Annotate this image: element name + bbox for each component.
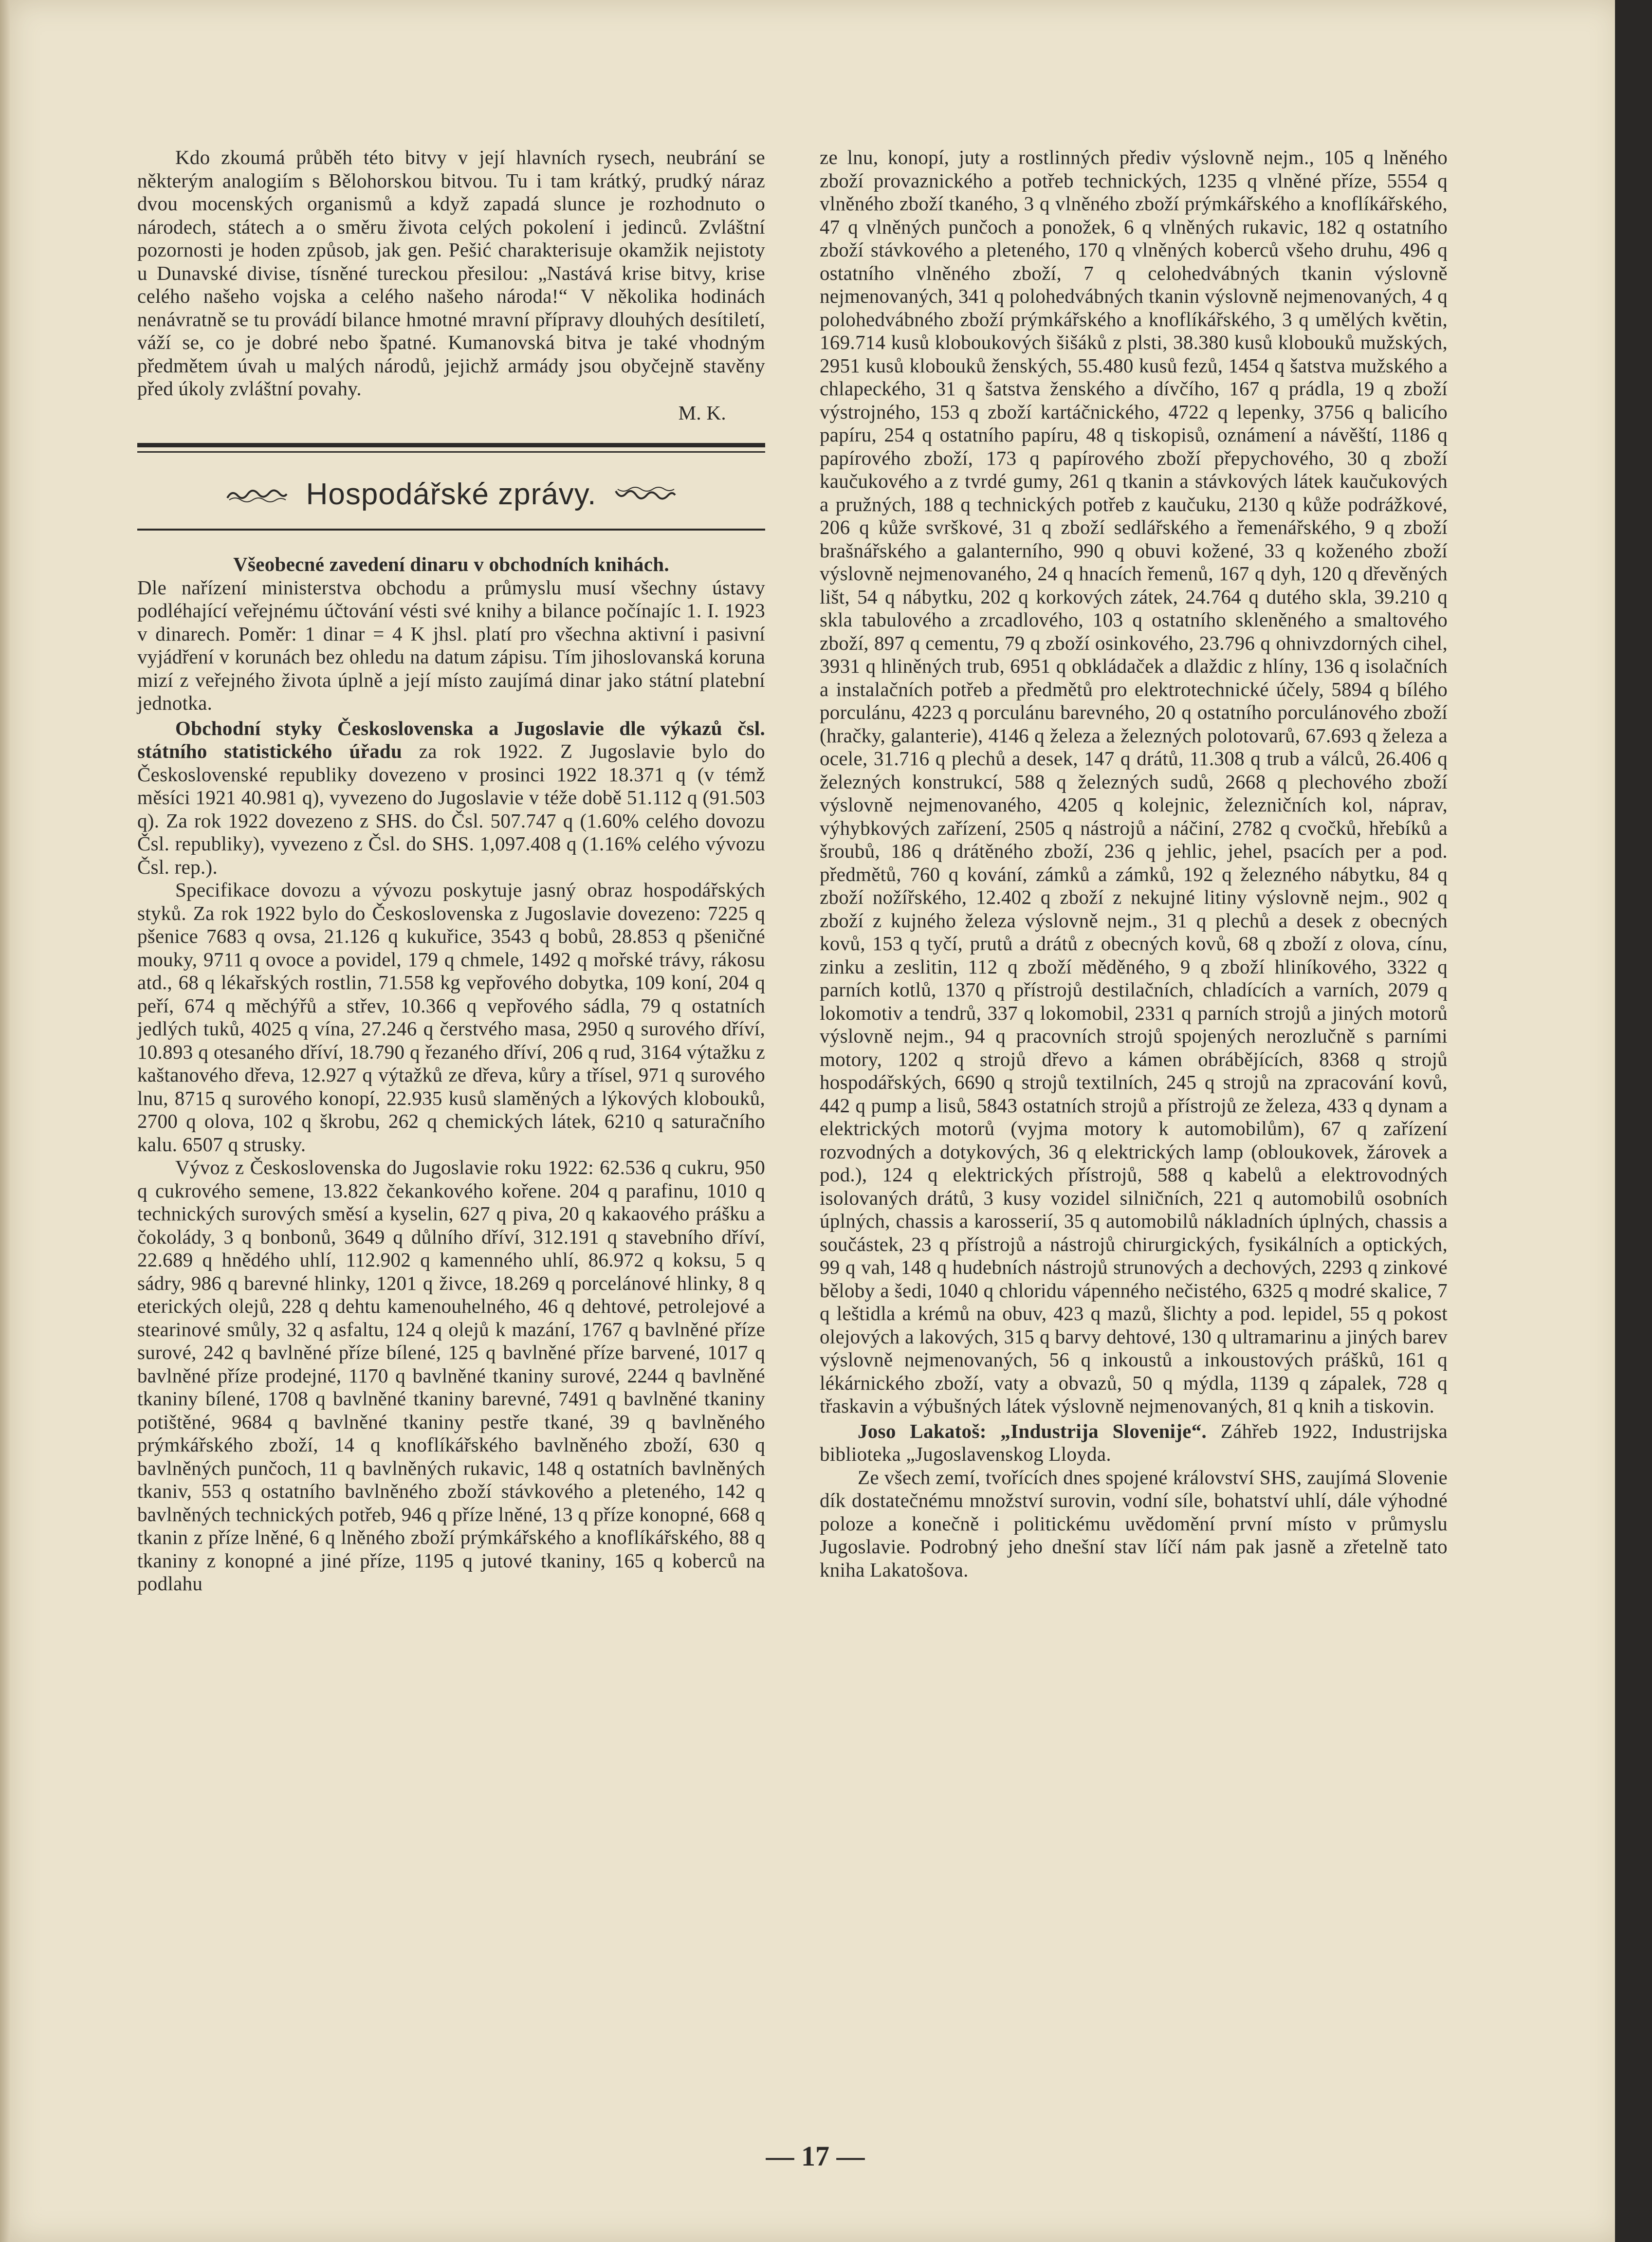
trade-export-list-part2: ze lnu, konopí, juty a rostlinných přediv výslovně nejm., 105 q lněného zboží provaznického a potřeb technických, 1235 q vlněné příze, 5554 q vlněného zboží tkaného, 3 q vlněného zboží prýmkářského a knoflíkářského, 47 q vlněných punčoch a ponožek, 6 q vlněných rukavic, 182 q ostatního zboží stávkového a pleteného, 170 q vlněných koberců všeho druhu, 496 q ostatního vlněného zboží, 7 q celohedvábných tkanin výslovně nejmenovaných, 341 q polohedvábných tkanin výslovně nejmenovaných, 4 q polohedvábného zboží prýmkářského a knoflíkářského, 3 q umělých květin, 169.714 kusů kloboukových šišáků z plsti, 38.380 kusů klobouků mužských, 2951 kusů klobouků ženských, 55.480 kusů fezů, 1454 q šatstva mužského a chlapeckého, 31 q šatstva ženského a dívčího, 167 q prádla, 19 q zboží výstrojného, 153 q zboží kartáčnického, 4722 q lepenky, 3756 q balicího papíru, 254 q ostatního papíru, 48 q tiskopisů, oznámení a návěští, 1186 q papírového zboží, 173 q papírového zboží přepychového, 30 q zboží kaučukového a z tvrdé gumy, 261 q tkanin a stávkových látek kaučukových a pružných, 188 q technických potřeb z kaučuku, 2130 q kůže podrážkové, 206 q kůže svrškové, 31 q zboží sedlářského a řemenářského, 9 q zboží brašnářského a galanterního, 990 q obuvi kožené, 33 q koženého zboží výslovně nejmenovaného, 24 q hnacích řemenů, 167 q dyh, 120 q dřevěných lišt, 54 q nábytku, 202 q korkových zátek, 24.764 q dutého skla, 39.210 q skla tabulového a zrcadlového, 103 q ostatního skleněného a smaltového zboží, 897 q cementu, 79 q zboží osinkového, 23.796 q ohnivzdorných cihel, 3931 q hliněných trub, 6951 q obkládaček a dlaždic z hlíny, 136 q isolačních a instalačních potřeb a předmětů pro elektrotechnické účely, 5894 q bílého porculánu, 4223 q porculánu barevného, 20 q ostatního porculánového zboží (hračky, galanterie), 4146 q železa a železných polotovarů, 67.693 q železa a ocele, 31.716 q plechů a desek, 147 q drátů, 11.308 q trub a válců, 26.406 q železných konstrukcí, 588 q železných sudů, 2668 q plechového zboží výslovně nejmenovaného, 4205 q kolejnic, železničních kol, náprav, výhybkových zařízení, 2505 q nástrojů a náčiní, 2782 q cvočků, hřebíků a šroubů, 186 q drátěného zboží, 236 q jehlic, jehel, psacích per a pod. předmětů, 760 q kování, zámků a zámků, 192 q železného nábytku, 84 q zboží nožířského, 12.402 q zboží z nekujné litiny výslovně nejm., 902 q zboží z kujného železa výslovně nejm., 31 q plechů a desek z obecných kovů, 153 q tyčí, prutů a drátů z obecných kovů, 68 q zboží z olova, cínu, zinku a zeslitin, 112 q zboží měděného, 9 q zboží hliníkového, 3322 q parních kotlů, 1370 q přístrojů destilačních, chladících a varních, 2079 q lokomotiv a tendrů, 337 q lokomobil, 2331 q parních strojů a jiných motorů výslovně nejm., 94 q pracovních strojů spojených nerozlučně s parními motory, 1202 q strojů dřevo a kámen obrábějících, 8368 q strojů hospodářských, 6690 q strojů textilních, 245 q strojů na zpracování kovů, 442 q pump a lisů, 5843 ostatních strojů a přístrojů ze železa, 433 q dynam a elektrických motorů (vyjma motory k automobilům), 67 q zařízení rozvodných a dotykových, 36 q elektrických lamp (obloukovek, žárovek a pod.), 124 q elektrických přístrojů, 588 q kabelů a elektrovodných isolovaných drátů, 3 kusy vozidel silničních, 221 q automobilů osobních úplných, chassis a karosserií, 35 q automobilů nákladních úplných, chassis a součástek, 23 q přístrojů a nástrojů chirurgických, fysikálních a optických, 99 q vah, 148 q hudebních nástrojů strunových a dechových, 2293 q zinkové běloby a šedi, 1040 q chloridu vápenného nečistého, 6325 q modré skalice, 7 q leštidla a krémů na obuv, 423 q mazů, šlichty a pod. lepidel, 55 q pokost olejových a lakových, 315 q barvy dehtové, 130 q ultramarinu a jiných barev výslovně nejmenovaných, 56 q inkoustů a inkoustových prášků, 161 q lékárnického zboží, vaty a obvazů, 50 q mýdla, 1139 q zápalek, 728 q třaskavin a výbušných látek výslovně nejmenovaných, 81 q knih a tiskovin. xyxy=(820,146,1448,1417)
trade-export-list-part1: Vývoz z Československa do Jugoslavie roku 1922: 62.536 q cukru, 950 q cukrového semene, 13.822 čekankového kořene. 204 q parafinu, 1010 q technických surových směsí a kyselin, 627 q piva, 20 q kakaového prášku a čokolády, 3 q bonbonů, 3649 q důlního dříví, 312.191 q stavebního dříví, 22.689 q hnědého uhlí, 112.902 q kamenného uhlí, 86.972 q koksu, 5 q sádry, 986 q barevné hlinky, 1201 q živce, 18.269 q porcelánové hlinky, 8 q eterických olejů, 228 q dehtu kamenouhelného, 46 q dehtové, petrolejové a stearinové smůly, 32 q asfaltu, 124 q olejů k mazání, 1767 q bavlněné příze surové, 242 q bavlněné příze bílené, 125 q bavlněné příze barvené, 1017 q bavlněné příze prodejné, 1170 q bavlněné tkaniny surové, 2244 q bavlněné tkaniny bílené, 1708 q bavlněné tkaniny barevné, 7491 q bavlněné tkaniny potištěné, 9684 q bavlněné tkaniny pestře tkané, 39 q bavlněného prýmkářského zboží, 14 q knoflíkářského bavlněného zboží, 630 q bavlněných punčoch, 11 q bavlněných rukavic, 148 q ostatních bavlněných tkaniv, 553 q ostatního bavlněného zboží stávkového a pleteného, 142 q bavlněných technických potřeb, 946 q příze lněné, 13 q příze konopné, 668 q tkanin z příze lněné, 6 q lněného zboží prýmkářského a knoflíkářského, 88 q tkaniny z konopné a jiné příze, 1195 q jutové tkaniny, 165 q koberců na podlahu xyxy=(137,1156,765,1595)
author-signature: M. K. xyxy=(678,401,726,424)
section-heading: Hospodářské zprávy. xyxy=(306,478,597,512)
right-column xyxy=(820,146,1448,1581)
trade-article-title: Obchodní styky Československa a Jugoslavie dle výkazů čsl. státního statistického úřadu xyxy=(137,717,765,762)
divider-thin-line xyxy=(137,451,765,453)
section-divider xyxy=(137,443,765,456)
scan-edge xyxy=(1615,0,1652,2242)
book-review-title: Joso Lakatoš: „Industrija Slovenije“. xyxy=(858,1419,1207,1442)
page-sheet xyxy=(10,0,1621,2242)
ornament-left-icon xyxy=(225,486,289,503)
page-number: — 17 — xyxy=(766,2140,865,2172)
dinar-article-title: Všeobecné zavedení dinaru v obchodních knihách. xyxy=(233,553,669,575)
trade-article xyxy=(137,717,765,879)
book-review-publisher: Záhřeb 1922, Industrijska biblioteka „Jugoslavenskog Lloyda. xyxy=(820,1419,1448,1465)
trade-article-text: za rok 1922. Z Jugoslavie bylo do Československé republiky dovezeno v prosinci 1922 18.371 q (v témž měsíci 1921 40.981 q), vyvezeno do Jugoslavie v téže době 51.112 q (91.503 q). Za rok 1922 dovezeno z SHS. do Čsl. 507.747 q (1.60% celého dovozu Čsl. republiky), vyvezeno z Čsl. do SHS. 1,097.408 q (1.16% celého vývozu Čsl. rep.). xyxy=(137,740,765,878)
book-review-header xyxy=(820,1420,1448,1466)
trade-import-specification: Specifikace dovozu a vývozu poskytuje jasný obraz hospodářských styků. Za rok 1922 bylo do Československa z Jugoslavie dovezeno: 7225 q pšenice 7683 q ovsa, 21.126 q kukuřice, 3543 q bobů, 28.853 q pšeničné mouky, 9711 q ovoce a povidel, 179 q chmele, 1492 q mořské trávy, rákosu atd., 68 q lékařských rostlin, 71.558 kg vepřového dobytka, 109 koní, 204 q peří, 674 q měchýřů a střev, 10.366 q vepřového sádla, 79 q ostatních jedlých tuků, 4025 q vína, 27.246 q čerstvého masa, 2950 q surového dříví, 10.893 q otesaného dříví, 18.790 q řezaného dříví, 206 q rud, 3164 výtažku z kaštanového dřeva, 12.927 q výtažků ze dřeva, kůry a třísel, 971 q surového lnu, 8715 q surového konopí, 22.935 kusů slaměných a lýkových klobouků, 2700 q olova, 102 q škrobu, 262 q chemických látek, 6210 q saturačního kalu. 6507 q strusky. xyxy=(137,879,765,1156)
intro-paragraph: Kdo zkoumá průběh této bitvy v její hlavních rysech, neubrání se některým analogiím s Bělohorskou bitvou. Tu i tam krátký, prudký náraz dvou mocenských organismů a když zapadá slunce je rozhodnuto o národech, státech a o směru života celých pokolení i jedinců. Zvláštní pozornosti je hoden způsob, jak gen. Pešić charakterisuje okamžik nejistoty u Dunavské divise, tísněné tureckou přesilou: „Nastává krise bitvy, krise celého našeho vojska a celého našeho národa!“ V několika hodinách nenávratně se tu provádí bilance hmotné mravní přípravy dlouhých desítiletí, váží se, co je dobré nebo špatné. Kumanovská bitva je také vhodným předmětem úvah u malých národů, jejichž armády jsou obyčejně stavěny před úkoly zvláštní povahy. xyxy=(137,146,765,400)
heading-underline xyxy=(137,529,765,531)
section-heading-row xyxy=(137,470,765,519)
dinar-article-text: Dle nařízení ministerstva obchodu a průmyslu musí všechny ústavy podléhající veřejnému účtování vésti své knihy a bilance počínajíc 1. I. 1923 v dinarech. Poměr: 1 dinar = 4 K jhsl. platí pro všechna aktivní i pasivní vyjádření v korunách bez ohledu na datum zápisu. Tím jihoslovanská koruna mizí z veřejného života úplně a její místo zaujímá dinar jako státní platební jednotka. xyxy=(137,576,765,714)
left-column xyxy=(137,146,765,1596)
divider-thick-line xyxy=(137,443,765,447)
book-review-text: Ze všech zemí, tvořících dnes spojené království SHS, zaujímá Slovenie dík dostatečnému množství surovin, vodní síle, bohatství uhlí, dále výhodné poloze a konečně i politickému uvědomění první místo v průmyslu Jugoslavie. Podrobný jeho dnešní stav líčí nám pak jasně a zřetelně tato kniha Lakatošova. xyxy=(820,1466,1448,1581)
ornament-right-icon xyxy=(614,486,677,503)
